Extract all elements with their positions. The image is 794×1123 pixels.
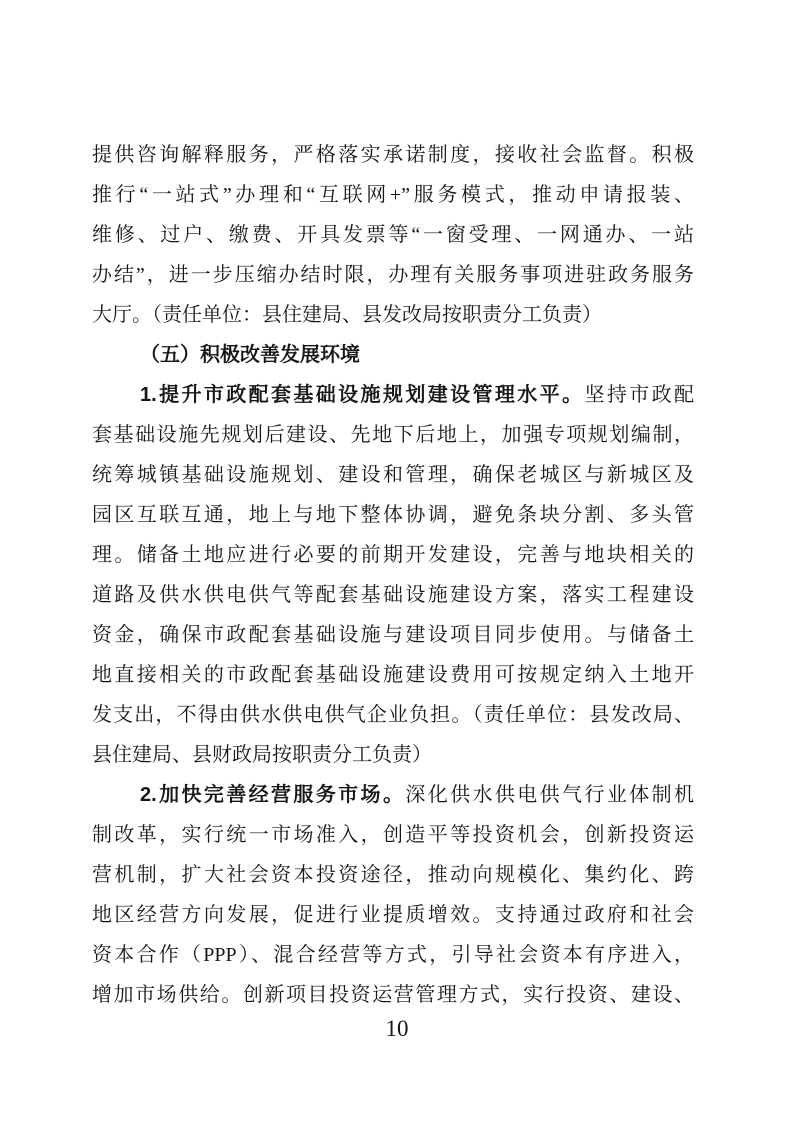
text-line [92,175,694,215]
text-line [92,575,694,615]
body-text: 县住建局、县财政局按职责分工负责） [92,744,432,766]
text-line [92,535,694,575]
section-heading [92,335,694,375]
body-text: 坚持市政配 [584,384,695,406]
text-line [92,775,694,815]
body-text: 发支出，不得由供水供电供气企业负担。（责任单位：县发改局、 [92,704,694,726]
body-text: 园区互联互通，地上与地下整体协调，避免条块分割、多头管 [92,504,694,526]
bold-lead-text: 1.提升市政配套基础设施规划建设管理水平。 [140,384,585,406]
body-text: 地区经营方向发展，促进行业提质增效。支持通过政府和社会 [92,904,694,926]
text-line [92,135,694,175]
text-line [92,935,694,975]
text-line [92,295,694,335]
text-line [92,855,694,895]
body-text: 办结”，进一步压缩办结时限，办理有关服务事项进驻政务服务 [92,264,694,286]
text-line [92,895,694,935]
text-line [92,815,694,855]
body-text: 资金，确保市政配套基础设施与建设项目同步使用。与储备土 [92,624,694,646]
body-text: 营机制，扩大社会资本投资途径，推动向规模化、集约化、跨 [92,864,694,886]
text-line [92,495,694,535]
body-text: 推行“一站式”办理和“互联网+”服务模式，推动申请报装、 [92,184,694,206]
text-line [92,455,694,495]
body-text: 套基础设施先规划后建设、先地下后地上，加强专项规划编制， [92,424,694,446]
body-text: 大厅。（责任单位：县住建局、县发改局按职责分工负责） [92,304,602,326]
body-text: 增加市场供给。创新项目投资运营管理方式，实行投资、建设、 [92,984,694,1006]
body-text: 深化供水供电供气行业体制机 [405,784,694,806]
page-number: 10 [385,1016,409,1041]
body-text: 道路及供水供电供气等配套基础设施建设方案，落实工程建设 [92,584,694,606]
text-line [92,615,694,655]
text-line [92,255,694,295]
body-text: 理。储备土地应进行必要的前期开发建设，完善与地块相关的 [92,544,694,566]
text-line [92,735,694,775]
body-text: 维修、过户、缴费、开具发票等“一窗受理、一网通办、一站 [92,224,694,246]
text-line [92,415,694,455]
body-text: 资本合作（PPP）、混合经营等方式，引导社会资本有序进入， [92,944,694,966]
text-line [92,375,694,415]
body-text: 提供咨询解释服务，严格落实承诺制度，接收社会监督。积极 [92,144,694,166]
bold-lead-text: （五）积极改善发展环境 [140,344,360,366]
body-text: 制改革，实行统一市场准入，创造平等投资机会，创新投资运 [92,824,694,846]
body-text: 地直接相关的市政配套基础设施建设费用可按规定纳入土地开 [92,664,694,686]
text-line [92,975,694,1015]
body-text: 统筹城镇基础设施规划、建设和管理，确保老城区与新城区及 [92,464,694,486]
document-body [92,135,694,1015]
text-line [92,655,694,695]
bold-lead-text: 2.加快完善经营服务市场。 [140,784,406,806]
text-line [92,215,694,255]
text-line [92,695,694,735]
